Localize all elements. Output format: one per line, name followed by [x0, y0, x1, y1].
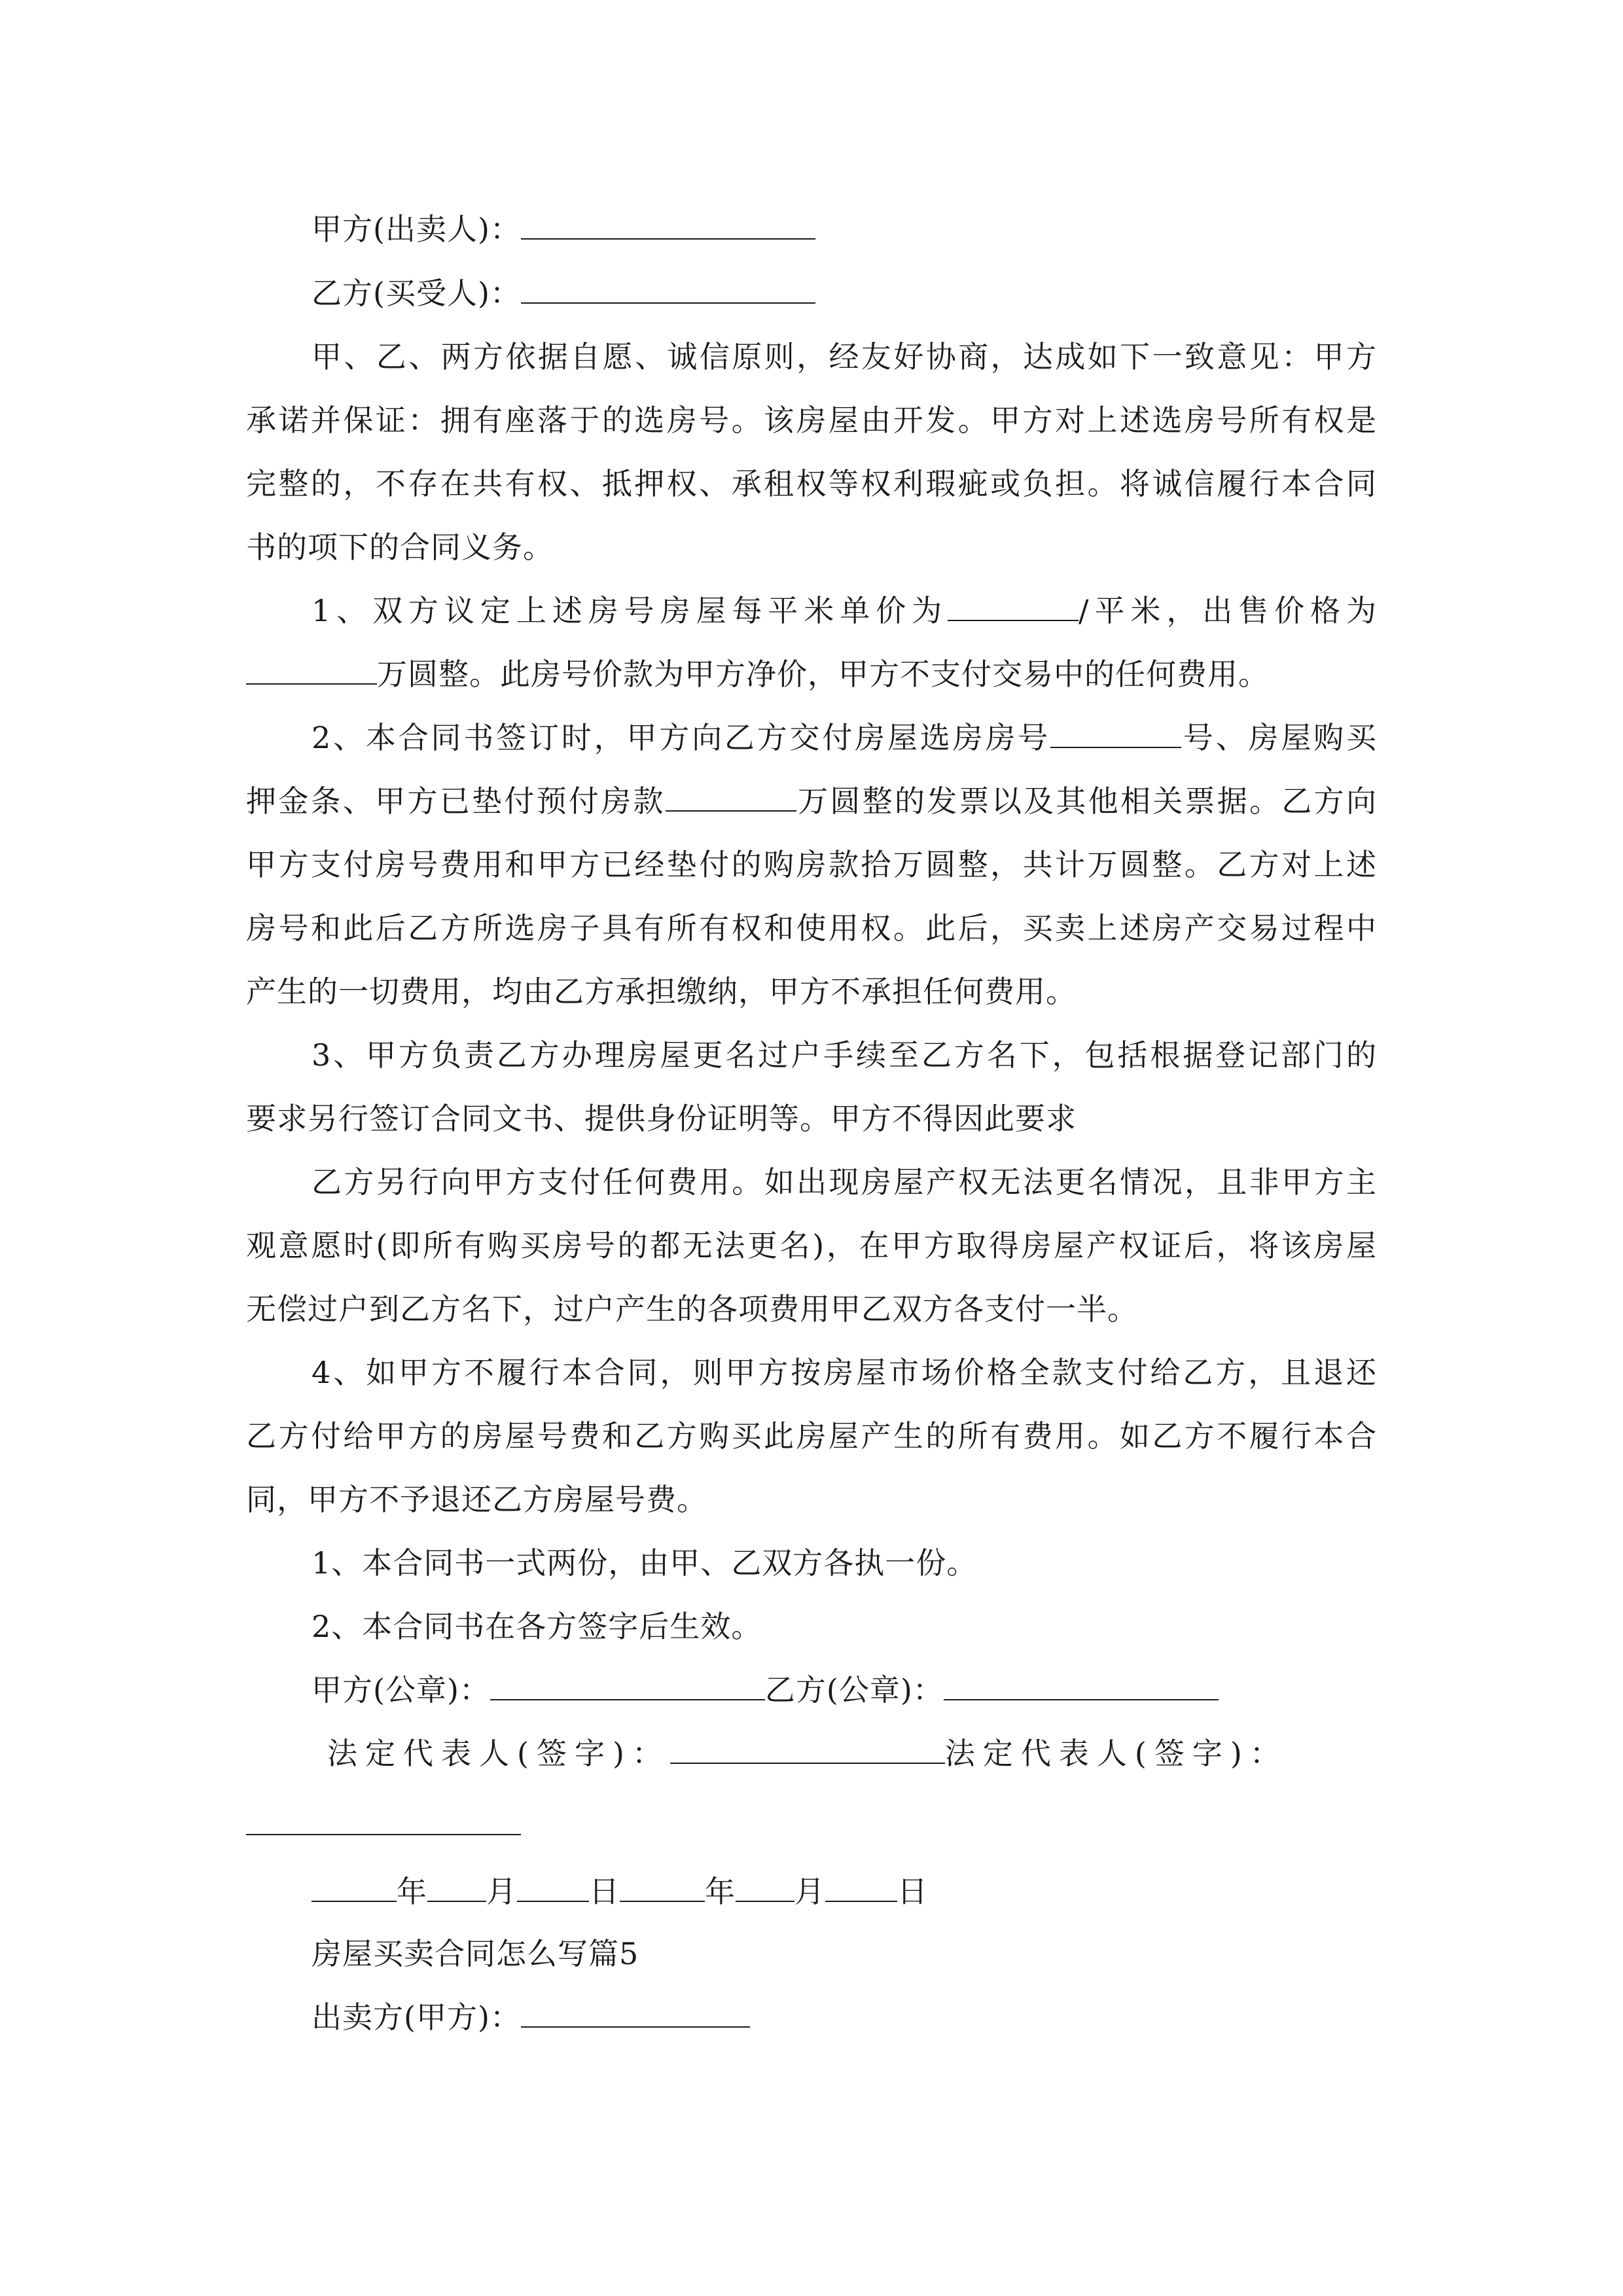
- date-b-day-blank[interactable]: [825, 1874, 897, 1902]
- date-a-month-label: 月: [486, 1874, 517, 1909]
- intro-line-4: 书的项下的合同义务。: [246, 529, 554, 565]
- clause-2-text-d: 万圆整的发票以及其他相关票据。乙方向: [796, 783, 1378, 819]
- clause-2-line-3: 甲方支付房号费用和甲方已经垫付的购房款拾万圆整，共计万圆整。乙方对上述: [246, 847, 1377, 882]
- seal-b-blank[interactable]: [944, 1673, 1219, 1700]
- party-a-seller-blank[interactable]: [521, 212, 815, 240]
- final-clause-1: 1、本合同书一式两份，由甲、乙双方各执一份。: [312, 1545, 978, 1581]
- clause-3-line-1: 3、甲方负责乙方办理房屋更名过户手续至乙方名下，包括根据登记部门的: [312, 1037, 1377, 1073]
- clause-3-cont-line-3: 无偿过户到乙方名下，过户产生的各项费用甲乙双方各支付一半。: [246, 1291, 1138, 1327]
- date-b-year-blank[interactable]: [620, 1874, 705, 1902]
- clause-2-text-c: 押金条、甲方已垫付预付房款: [246, 783, 666, 819]
- room-number-blank[interactable]: [1050, 721, 1181, 748]
- clause-2-line-2: [246, 781, 1377, 821]
- clause-1-line-2: [246, 655, 1377, 694]
- rep-b-label: 法定代表人(签字)：: [944, 1736, 1288, 1771]
- clause-1-text-c: 万圆整。此房号价款为甲方净价，甲方不支付交易中的任何费用。: [377, 656, 1269, 692]
- clause-2-line-4: 房号和此后乙方所选房子具有所有权和使用权。此后，买卖上述房产交易过程中: [246, 910, 1377, 946]
- clause-2-line-5: 产生的一切费用，均由乙方承担缴纳，甲方不承担任何费用。: [246, 974, 1077, 1009]
- clause-2-line-1: [312, 718, 1377, 757]
- party-a-seller-label: 甲方(出卖人)：: [312, 211, 521, 247]
- clause-1-line-1: [312, 591, 1377, 630]
- date-b-month-blank[interactable]: [736, 1874, 794, 1902]
- clause-2-text-b: 号、房屋购买: [1181, 720, 1377, 755]
- next-seller-blank[interactable]: [521, 2000, 750, 2028]
- unit-price-blank[interactable]: [948, 594, 1079, 621]
- seal-b-label: 乙方(公章)：: [764, 1672, 944, 1708]
- date-b-month-label: 月: [794, 1874, 825, 1909]
- date-a-day-label: 日: [589, 1874, 620, 1909]
- clause-3-cont-line-2: 观意愿时(即所有购买房号的都无法更名)，在甲方取得房屋产权证后，将该房屋: [246, 1228, 1377, 1263]
- next-section-title: 房屋买卖合同怎么写篇5: [312, 1936, 639, 1971]
- seal-line: [312, 1670, 1377, 1710]
- clause-2-text-a: 2、本合同书签订时，甲方向乙方交付房屋选房房号: [312, 720, 1051, 755]
- date-b-year-label: 年: [705, 1874, 736, 1909]
- date-b-day-label: 日: [897, 1874, 928, 1909]
- clause-1-text-b: /平米，出售价格为: [1079, 593, 1377, 628]
- prepaid-amount-blank[interactable]: [666, 784, 796, 812]
- rep-b-blank[interactable]: [246, 1834, 521, 1835]
- clause-4-line-1: 4、如甲方不履行本合同，则甲方按房屋市场价格全款支付给乙方，且退还: [312, 1355, 1377, 1390]
- clause-3-cont-line-1: 乙方另行向甲方支付任何费用。如出现房屋产权无法更名情况，且非甲方主: [312, 1164, 1377, 1200]
- date-line: [312, 1872, 1377, 1911]
- next-seller-label: 出卖方(甲方)：: [312, 2000, 521, 2035]
- next-seller-line: [312, 1998, 1377, 2037]
- party-b-buyer-label: 乙方(买受人)：: [312, 276, 521, 311]
- intro-line-1: 甲、乙、两方依据自愿、诚信原则，经友好协商，达成如下一致意见：甲方: [312, 339, 1377, 374]
- seal-a-label: 甲方(公章)：: [312, 1672, 490, 1708]
- date-a-year-label: 年: [397, 1874, 427, 1909]
- party-b-buyer-line: [312, 274, 1377, 313]
- intro-line-3: 完整的，不存在共有权、抵押权、承租权等权利瑕疵或负担。将诚信履行本合同: [246, 466, 1377, 501]
- seal-a-blank[interactable]: [490, 1673, 765, 1700]
- clause-4-line-3: 同，甲方不予退还乙方房屋号费。: [246, 1482, 707, 1517]
- party-a-seller-line: [312, 209, 1377, 249]
- representative-line: [327, 1734, 1377, 1773]
- total-price-blank[interactable]: [246, 657, 377, 685]
- clause-3-line-2: 要求另行签订合同文书、提供身份证明等。甲方不得因此要求: [246, 1101, 1077, 1136]
- date-a-year-blank[interactable]: [312, 1874, 397, 1902]
- date-a-month-blank[interactable]: [427, 1874, 486, 1902]
- intro-line-2: 承诺并保证：拥有座落于的选房号。该房屋由开发。甲方对上述选房号所有权是: [246, 403, 1377, 438]
- date-a-day-blank[interactable]: [517, 1874, 589, 1902]
- rep-a-label: 法定代表人(签字)：: [327, 1736, 670, 1771]
- clause-4-line-2: 乙方付给甲方的房屋号费和乙方购买此房屋产生的所有费用。如乙方不履行本合: [246, 1418, 1377, 1454]
- final-clause-2: 2、本合同书在各方签字后生效。: [312, 1609, 762, 1644]
- party-b-buyer-blank[interactable]: [521, 276, 815, 304]
- clause-1-text-a: 1、双方议定上述房号房屋每平米单价为: [312, 593, 948, 628]
- rep-a-blank[interactable]: [670, 1736, 945, 1764]
